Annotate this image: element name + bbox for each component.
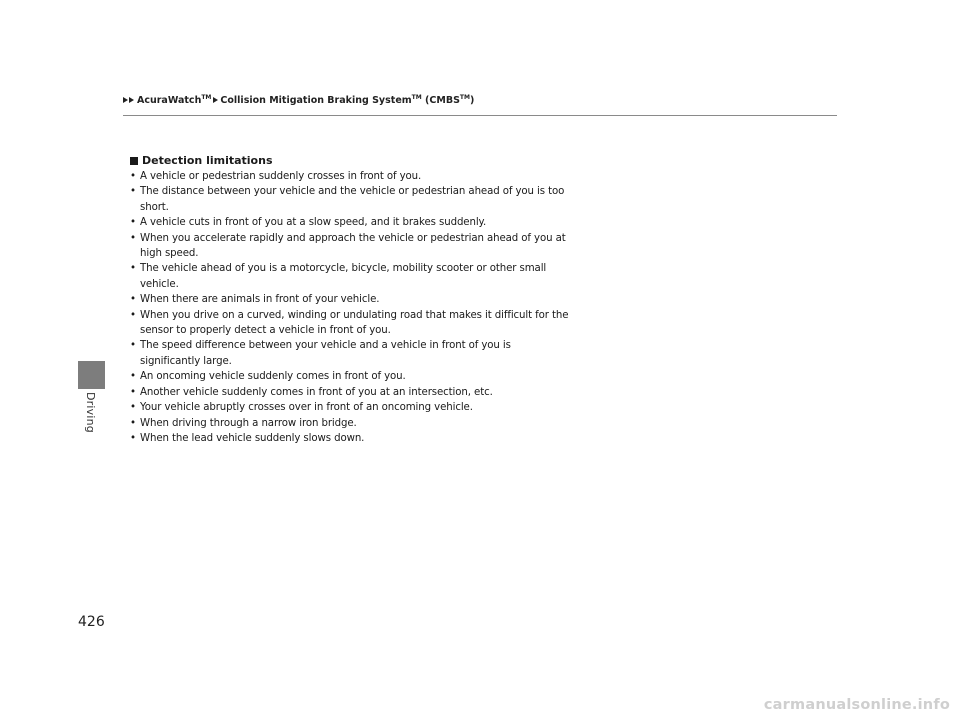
list-item: • Another vehicle suddenly comes in front of you at an intersection, etc. bbox=[130, 385, 570, 400]
page-number: 426 bbox=[78, 614, 105, 630]
breadcrumb-suffix-close: ) bbox=[470, 95, 475, 106]
breadcrumb-item-acurawatch[interactable]: AcuraWatch bbox=[137, 95, 202, 106]
trademark-mark: TM bbox=[459, 94, 470, 101]
list-item: • The speed difference between your vehicle and a vehicle in front of you is significantly large. bbox=[130, 338, 570, 369]
watermark: carmanualsonline.info bbox=[763, 697, 950, 713]
breadcrumb-separator-icon bbox=[213, 95, 219, 106]
chapter-label: Driving bbox=[84, 392, 97, 433]
trademark-mark: TM bbox=[411, 94, 422, 101]
list-item: • A vehicle or pedestrian suddenly crosses in front of you. bbox=[130, 169, 570, 184]
list-item: • The distance between your vehicle and the vehicle or pedestrian ahead of you is too short. bbox=[130, 184, 570, 215]
list-item: • An oncoming vehicle suddenly comes in front of you. bbox=[130, 369, 570, 384]
heading-square-icon bbox=[130, 157, 138, 165]
main-content bbox=[130, 154, 570, 446]
list-item: • When there are animals in front of your vehicle. bbox=[130, 292, 570, 307]
list-item: • A vehicle cuts in front of you at a slow speed, and it brakes suddenly. bbox=[130, 215, 570, 230]
list-item: • Your vehicle abruptly crosses over in front of an oncoming vehicle. bbox=[130, 400, 570, 415]
list-item: • When you accelerate rapidly and approach the vehicle or pedestrian ahead of you at high speed. bbox=[130, 231, 570, 262]
header-divider bbox=[123, 115, 837, 116]
section-heading bbox=[130, 154, 570, 168]
breadcrumb bbox=[123, 94, 474, 106]
list-item: • When the lead vehicle suddenly slows down. bbox=[130, 431, 570, 446]
detection-limitations-list bbox=[130, 169, 570, 446]
breadcrumb-arrow-icon bbox=[123, 95, 135, 106]
chapter-tab bbox=[78, 361, 105, 389]
breadcrumb-item-cmbs[interactable]: Collision Mitigation Braking System bbox=[220, 95, 412, 106]
section-heading-text: Detection limitations bbox=[142, 154, 273, 167]
breadcrumb-suffix-open: (CMBS bbox=[421, 95, 460, 106]
list-item: • When you drive on a curved, winding or undulating road that makes it difficult for the sensor to properly detect a vehicle in front of you. bbox=[130, 308, 570, 339]
trademark-mark: TM bbox=[201, 94, 212, 101]
list-item: • When driving through a narrow iron bridge. bbox=[130, 416, 570, 431]
list-item: • The vehicle ahead of you is a motorcycle, bicycle, mobility scooter or other small vehicle. bbox=[130, 261, 570, 292]
